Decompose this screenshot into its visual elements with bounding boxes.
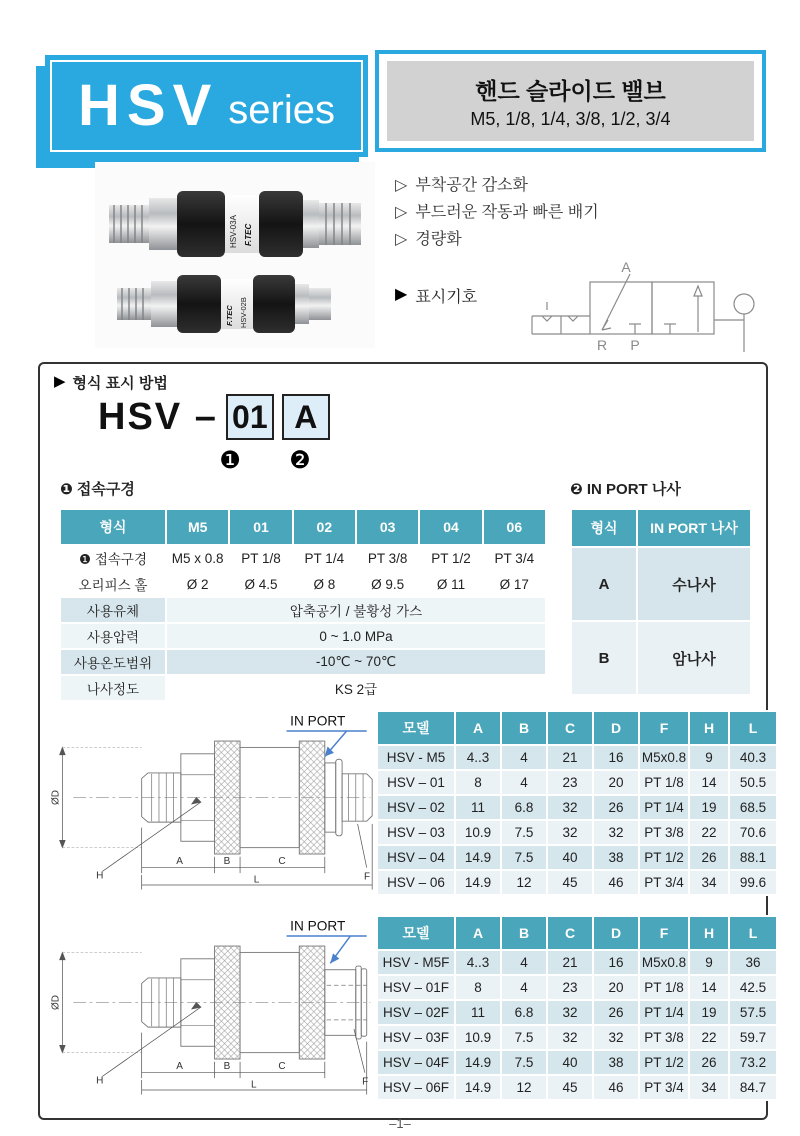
dim-label-b: B xyxy=(223,856,231,868)
spec-section-box xyxy=(38,362,768,1120)
dim-label-f: F xyxy=(363,871,371,883)
table-cell: 70.6 xyxy=(730,821,776,844)
dim-col-header: F xyxy=(640,917,688,949)
table-row xyxy=(378,746,776,769)
table-cell: PT 1/4 xyxy=(294,546,355,570)
page-number: –1– xyxy=(389,1116,411,1131)
dim-label-a: A xyxy=(176,1061,183,1073)
spec-col-header: 02 xyxy=(294,510,355,544)
dim-col-header: C xyxy=(548,712,592,744)
table-row xyxy=(61,676,545,700)
port-label-a: A xyxy=(621,260,631,275)
row-label: 나사정도 xyxy=(61,676,165,700)
feature-text: 부드러운 작동과 빠른 배기 xyxy=(415,204,599,221)
table-row xyxy=(378,1026,776,1049)
table-row xyxy=(378,871,776,894)
table-cell: 4 xyxy=(502,951,546,974)
table-row xyxy=(61,572,545,596)
table-cell: 26 xyxy=(690,846,728,869)
table-cell: 10.9 xyxy=(456,1026,500,1049)
marker-2-icon: ❷ xyxy=(289,447,311,474)
table-cell: 36 xyxy=(730,951,776,974)
triangle-bullet-icon: ▷ xyxy=(395,204,408,221)
dim-label-c: C xyxy=(278,1061,286,1073)
table-cell: KS 2급 xyxy=(167,676,545,700)
table-row xyxy=(378,1001,776,1024)
dimension-drawing-male xyxy=(46,702,374,904)
table-cell: 압축공기 / 불황성 가스 xyxy=(167,598,545,622)
table-cell: 32 xyxy=(548,1001,592,1024)
row-label: B xyxy=(572,622,636,694)
table-row xyxy=(378,1051,776,1074)
dim-label-l: L xyxy=(251,1079,257,1091)
model-code-heading-text: 형식 표시 방법 xyxy=(72,375,168,392)
in-port-thread-table xyxy=(570,508,752,696)
row-label: HSV – 06 xyxy=(378,871,454,894)
marker-1-icon: ❶ xyxy=(219,447,241,474)
table-cell: 32 xyxy=(548,796,592,819)
row-label: HSV – 02 xyxy=(378,796,454,819)
row-label: HSV – 04 xyxy=(378,846,454,869)
row-label: HSV – 03 xyxy=(378,821,454,844)
svg-text:F.TEC: F.TEC xyxy=(225,305,234,326)
table-cell: 26 xyxy=(594,1001,638,1024)
table-cell: PT 3/8 xyxy=(640,1026,688,1049)
dim-label-l: L xyxy=(253,874,260,886)
table-cell: 22 xyxy=(690,821,728,844)
table-row xyxy=(572,622,750,694)
table-cell: PT 1/2 xyxy=(640,1051,688,1074)
svg-text:F.TEC: F.TEC xyxy=(244,223,253,246)
spec-col-header: 형식 xyxy=(61,510,165,544)
table-cell: 4 xyxy=(502,771,546,794)
table-cell: 26 xyxy=(594,796,638,819)
symbol-heading-text: 표시기호 xyxy=(415,289,478,306)
table-cell: M5 x 0.8 xyxy=(167,546,228,570)
spec-col-header: 03 xyxy=(357,510,418,544)
dim-label-c: C xyxy=(278,856,286,868)
table-cell: 21 xyxy=(548,951,592,974)
table-cell: 84.7 xyxy=(730,1076,776,1099)
dim-col-header: A xyxy=(456,917,500,949)
table-cell: 45 xyxy=(548,1076,592,1099)
table-cell: 12 xyxy=(502,1076,546,1099)
table-row xyxy=(378,796,776,819)
dim-label-h: H xyxy=(96,870,104,882)
dim-col-header: 모델 xyxy=(378,712,454,744)
table-cell: 10.9 xyxy=(456,821,500,844)
table-cell: 7.5 xyxy=(502,846,546,869)
table-cell: 14 xyxy=(690,976,728,999)
table-cell: 26 xyxy=(690,1051,728,1074)
arrow-bullet-icon: ▶ xyxy=(54,373,66,390)
table-cell: 14.9 xyxy=(456,846,500,869)
table-cell: 46 xyxy=(594,1076,638,1099)
table-cell: 32 xyxy=(548,1026,592,1049)
spec-col-header: 01 xyxy=(230,510,291,544)
table-cell: PT 1/8 xyxy=(230,546,291,570)
dim-col-header: 모델 xyxy=(378,917,454,949)
table-cell: 7.5 xyxy=(502,821,546,844)
table-cell: 99.6 xyxy=(730,871,776,894)
dimension-drawing-female xyxy=(46,907,374,1109)
table-cell: 9 xyxy=(690,746,728,769)
table-row xyxy=(61,624,545,648)
product-title: 핸드 슬라이드 밸브 xyxy=(475,77,666,104)
dim-col-header: L xyxy=(730,712,776,744)
table-row xyxy=(61,546,545,570)
table-cell: 16 xyxy=(594,746,638,769)
triangle-bullet-icon: ▷ xyxy=(395,177,408,194)
dim-col-header: A xyxy=(456,712,500,744)
feature-item xyxy=(395,172,725,199)
arrow-bullet-icon: ▶ xyxy=(395,286,408,303)
row-label: 사용유체 xyxy=(61,598,165,622)
table-cell: PT 1/8 xyxy=(640,771,688,794)
table-row xyxy=(378,976,776,999)
port-label-p: P xyxy=(630,337,640,353)
model-code xyxy=(98,394,330,440)
row-label: HSV - M5 xyxy=(378,746,454,769)
dimension-table-female xyxy=(376,915,778,1101)
table-cell: 23 xyxy=(548,976,592,999)
port-label-r: R xyxy=(596,337,608,353)
feature-list xyxy=(395,172,725,253)
row-label: 사용압력 xyxy=(61,624,165,648)
spec-table xyxy=(59,508,547,702)
table-cell: 38 xyxy=(594,1051,638,1074)
table-cell: PT 1/8 xyxy=(640,976,688,999)
table-cell: 12 xyxy=(502,871,546,894)
table-cell: 4 xyxy=(502,746,546,769)
port-col-header: IN PORT 나사 xyxy=(638,510,750,546)
dim-label-diameter: ØD xyxy=(50,995,62,1011)
table-cell: 14.9 xyxy=(456,871,500,894)
table-row xyxy=(61,650,545,674)
table-cell: 8 xyxy=(456,976,500,999)
dim-col-header: H xyxy=(690,712,728,744)
logo-text-series: series xyxy=(228,88,335,132)
valve-schematic-symbol xyxy=(522,260,772,356)
valve-photo-graphic xyxy=(95,162,375,348)
table-cell: PT 3/8 xyxy=(357,546,418,570)
model-code-size-box: 01 xyxy=(226,394,274,440)
table-cell: 9 xyxy=(690,951,728,974)
table-cell: 68.5 xyxy=(730,796,776,819)
table-cell: 32 xyxy=(594,1026,638,1049)
row-label: HSV – 01 xyxy=(378,771,454,794)
table-cell: 8 xyxy=(456,771,500,794)
table-cell: 57.5 xyxy=(730,1001,776,1024)
port-section-heading xyxy=(570,478,681,499)
spec-table-header-row xyxy=(61,510,545,544)
table-cell: Ø 8 xyxy=(294,572,355,596)
row-label: HSV – 02F xyxy=(378,1001,454,1024)
table-cell: 19 xyxy=(690,1001,728,1024)
table-row xyxy=(378,1076,776,1099)
table-cell: 32 xyxy=(594,821,638,844)
table-cell: PT 1/2 xyxy=(420,546,481,570)
table-cell: PT 1/4 xyxy=(640,796,688,819)
product-title-box xyxy=(375,50,766,152)
table-cell: 11 xyxy=(456,796,500,819)
table-cell: 88.1 xyxy=(730,846,776,869)
bore-section-heading xyxy=(60,478,135,499)
table-cell: Ø 9.5 xyxy=(357,572,418,596)
dim-col-header: D xyxy=(594,917,638,949)
table-row xyxy=(378,846,776,869)
dimension-table-male xyxy=(376,710,778,896)
row-label: 사용온도범위 xyxy=(61,650,165,674)
table-cell: 수나사 xyxy=(638,548,750,620)
table-row xyxy=(572,548,750,620)
table-cell: M5x0.8 xyxy=(640,746,688,769)
dim-label-f: F xyxy=(362,1076,369,1088)
port-table-header-row xyxy=(572,510,750,546)
table-cell: Ø 11 xyxy=(420,572,481,596)
table-cell: 암나사 xyxy=(638,622,750,694)
table-cell: 32 xyxy=(548,821,592,844)
spec-col-header: M5 xyxy=(167,510,228,544)
table-cell: Ø 4.5 xyxy=(230,572,291,596)
feature-item xyxy=(395,226,725,253)
port-section-heading-text: ❷ IN PORT 나사 xyxy=(570,481,681,498)
table-cell: 7.5 xyxy=(502,1051,546,1074)
table-cell: 4..3 xyxy=(456,951,500,974)
table-cell: PT 1/2 xyxy=(640,846,688,869)
in-port-label: IN PORT xyxy=(290,713,346,729)
in-port-label: IN PORT xyxy=(290,918,346,934)
dim-col-header: H xyxy=(690,917,728,949)
logo-box xyxy=(45,55,368,157)
dim-col-header: B xyxy=(502,917,546,949)
table-cell: 22 xyxy=(690,1026,728,1049)
bore-section-heading-text: ❶ 접속구경 xyxy=(60,481,135,498)
table-cell: Ø 17 xyxy=(484,572,545,596)
table-cell: 6.8 xyxy=(502,796,546,819)
table-cell: 23 xyxy=(548,771,592,794)
dim-col-header: B xyxy=(502,712,546,744)
dim-col-header: F xyxy=(640,712,688,744)
row-label: A xyxy=(572,548,636,620)
dim-label-b: B xyxy=(223,1061,231,1073)
dim-col-header: C xyxy=(548,917,592,949)
table-cell: 38 xyxy=(594,846,638,869)
model-code-heading xyxy=(54,372,168,393)
dim-table-header-row xyxy=(378,917,776,949)
table-cell: 40 xyxy=(548,846,592,869)
feature-item xyxy=(395,199,725,226)
table-cell: M5x0.8 xyxy=(640,951,688,974)
table-cell: 20 xyxy=(594,976,638,999)
row-label: HSV – 03F xyxy=(378,1026,454,1049)
dim-label-diameter: ØD xyxy=(50,790,62,806)
table-cell: PT 3/4 xyxy=(640,1076,688,1099)
valve-top-model-label: HSV-03A xyxy=(229,215,238,248)
table-cell: Ø 2 xyxy=(167,572,228,596)
table-cell: 34 xyxy=(690,871,728,894)
port-col-header: 형식 xyxy=(572,510,636,546)
spec-col-header: 04 xyxy=(420,510,481,544)
product-sizes: M5, 1/8, 1/4, 3/8, 1/2, 3/4 xyxy=(470,108,671,129)
dim-col-header: L xyxy=(730,917,776,949)
model-code-markers xyxy=(206,446,346,475)
model-code-prefix: HSV – xyxy=(98,396,218,438)
dim-label-h: H xyxy=(96,1075,104,1087)
table-cell: 14.9 xyxy=(456,1076,500,1099)
table-row xyxy=(61,598,545,622)
logo-text-hsv: HSV xyxy=(78,73,219,138)
table-cell: 40.3 xyxy=(730,746,776,769)
table-cell: 73.2 xyxy=(730,1051,776,1074)
table-cell: PT 3/4 xyxy=(640,871,688,894)
spec-col-header: 06 xyxy=(484,510,545,544)
table-cell: 20 xyxy=(594,771,638,794)
table-cell: 0 ~ 1.0 MPa xyxy=(167,624,545,648)
series-logo xyxy=(45,55,368,157)
table-row xyxy=(378,771,776,794)
table-cell: 42.5 xyxy=(730,976,776,999)
dim-label-a: A xyxy=(176,856,183,868)
row-label: HSV – 01F xyxy=(378,976,454,999)
table-cell: PT 1/4 xyxy=(640,1001,688,1024)
table-cell: 16 xyxy=(594,951,638,974)
table-cell: 7.5 xyxy=(502,1026,546,1049)
dim-table-header-row xyxy=(378,712,776,744)
table-cell: -10℃ ~ 70℃ xyxy=(167,650,545,674)
table-cell: 50.5 xyxy=(730,771,776,794)
table-row xyxy=(378,951,776,974)
table-cell: 45 xyxy=(548,871,592,894)
dim-col-header: D xyxy=(594,712,638,744)
symbol-heading xyxy=(395,284,477,307)
table-cell: 40 xyxy=(548,1051,592,1074)
row-label: HSV – 04F xyxy=(378,1051,454,1074)
table-cell: PT 3/4 xyxy=(484,546,545,570)
row-label: ❶ 접속구경 xyxy=(61,546,165,570)
table-cell: 46 xyxy=(594,871,638,894)
table-cell: 59.7 xyxy=(730,1026,776,1049)
model-code-thread-box: A xyxy=(282,394,330,440)
table-cell: 6.8 xyxy=(502,1001,546,1024)
table-cell: 19 xyxy=(690,796,728,819)
table-cell: 4..3 xyxy=(456,746,500,769)
product-photo xyxy=(95,162,375,348)
table-cell: 14.9 xyxy=(456,1051,500,1074)
triangle-bullet-icon: ▷ xyxy=(395,231,408,248)
row-label: 오리피스 홀 xyxy=(61,572,165,596)
valve-bottom-model-label: HSV-02B xyxy=(239,297,248,328)
table-cell: 34 xyxy=(690,1076,728,1099)
feature-text: 부착공간 감소화 xyxy=(415,177,528,194)
table-cell: 4 xyxy=(502,976,546,999)
table-row xyxy=(378,821,776,844)
row-label: HSV - M5F xyxy=(378,951,454,974)
table-cell: PT 3/8 xyxy=(640,821,688,844)
feature-text: 경량화 xyxy=(415,231,462,248)
table-cell: 21 xyxy=(548,746,592,769)
table-cell: 11 xyxy=(456,1001,500,1024)
table-cell: 14 xyxy=(690,771,728,794)
row-label: HSV – 06F xyxy=(378,1076,454,1099)
